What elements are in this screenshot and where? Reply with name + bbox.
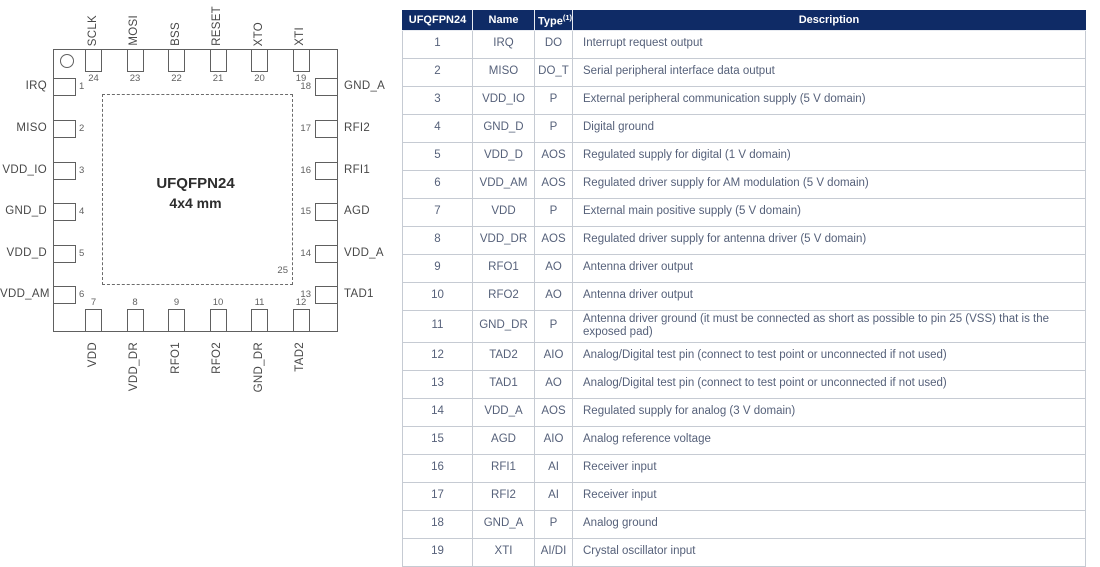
type-cell: P: [535, 310, 573, 342]
pin1-indicator-icon: [60, 54, 74, 68]
pin-row: [403, 482, 1086, 510]
pin-pad-right: [315, 203, 338, 221]
pin-row: [403, 310, 1086, 342]
type-cell: AI: [535, 454, 573, 482]
col-header-type: Type$^{(1)}$: [535, 11, 573, 31]
pin-number: 11: [254, 297, 265, 308]
pin-pad-left: [53, 120, 76, 138]
pin-number: 14: [300, 247, 311, 259]
pin-cell: 14: [403, 398, 473, 426]
name-cell: VDD_IO: [473, 86, 535, 114]
pin-label-right: VDD_A: [344, 246, 384, 259]
name-cell: IRQ: [473, 30, 535, 58]
description-cell: Serial peripheral interface data output: [573, 58, 1086, 86]
name-cell: GND_DR: [473, 310, 535, 342]
name-cell: VDD: [473, 198, 535, 226]
description-cell: Antenna driver output: [573, 282, 1086, 310]
type-cell: AO: [535, 282, 573, 310]
description-cell: Receiver input: [573, 454, 1086, 482]
type-cell: P: [535, 198, 573, 226]
pin-row: [403, 454, 1086, 482]
pin-cell: 3: [403, 86, 473, 114]
description-cell: Regulated supply for digital (1 V domain): [573, 142, 1086, 170]
description-cell: Regulated supply for analog (3 V domain): [573, 398, 1086, 426]
type-cell: AIO: [535, 426, 573, 454]
pin-label-right: GND_A: [344, 80, 386, 92]
pin-row: [403, 510, 1086, 538]
pin-row: [403, 538, 1086, 566]
pin-row: [403, 114, 1086, 142]
pin-label-bottom: VDD_DR: [128, 342, 140, 392]
name-cell: VDD_D: [473, 142, 535, 170]
pin-label-right: RFI1: [344, 163, 371, 176]
pin-number: 2: [79, 123, 85, 134]
pin-number: 7: [90, 297, 97, 308]
pin-cell: 6: [403, 170, 473, 198]
pin-row: [403, 198, 1086, 226]
pin-pad-top: [210, 49, 227, 72]
pin-pad-top: [127, 49, 144, 72]
pin-number: 17: [300, 123, 311, 134]
name-cell: MISO: [473, 58, 535, 86]
pin-cell: 2: [403, 58, 473, 86]
pin-cell: 8: [403, 226, 473, 254]
description-cell: External main positive supply (5 V domain): [573, 198, 1086, 226]
package-size: 4x4 mm: [169, 195, 222, 211]
pin-pad-bottom: [168, 309, 185, 332]
pin-label-bottom: GND_DR: [252, 342, 265, 393]
pin-cell: 18: [403, 510, 473, 538]
description-cell: Interrupt request output: [573, 30, 1086, 58]
pin-row: [403, 142, 1086, 170]
pin-cell: 12: [403, 342, 473, 370]
table-header-row: [403, 11, 1086, 31]
type-cell: DO_T: [535, 58, 573, 86]
name-cell: TAD1: [473, 370, 535, 398]
pin-pad-left: [53, 245, 76, 263]
description-cell: External peripheral communication supply (5 V domain): [573, 86, 1086, 114]
name-cell: XTI: [473, 538, 535, 566]
pin-pad-bottom: [85, 309, 102, 332]
pin-number: 9: [173, 297, 180, 308]
pin-cell: 4: [403, 114, 473, 142]
pin-pad-top: [251, 49, 268, 72]
pin-number: 8: [132, 297, 138, 308]
type-cell: P: [535, 86, 573, 114]
pin-number: 3: [79, 164, 85, 176]
name-cell: GND_A: [473, 510, 535, 538]
name-cell: VDD_DR: [473, 226, 535, 254]
pin-label-right: RFI2: [344, 122, 371, 134]
pin-number: 6: [79, 289, 85, 300]
pin-pad-left: [53, 78, 76, 96]
pin-number: 1: [79, 81, 85, 92]
name-cell: VDD_A: [473, 398, 535, 426]
pin-row: [403, 58, 1086, 86]
pin-row: [403, 86, 1086, 114]
pin-cell: 1: [403, 30, 473, 58]
pin-cell: 9: [403, 254, 473, 282]
pin-label-left: MISO: [16, 122, 47, 134]
pin-number: 12: [295, 297, 307, 308]
pin-row: [403, 254, 1086, 282]
pin-row: [403, 370, 1086, 398]
pin-label-top: RESET: [211, 6, 223, 46]
pin-label-top: BSS: [169, 22, 182, 46]
description-cell: Antenna driver output: [573, 254, 1086, 282]
pin-row: [403, 282, 1086, 310]
pin-number: 15: [300, 206, 311, 217]
pin-pad-top: [293, 49, 310, 72]
table-body: [403, 30, 1086, 566]
name-cell: TAD2: [473, 342, 535, 370]
col-header-pin: UFQFPN24: [403, 11, 473, 31]
pin-number: 22: [171, 73, 182, 84]
col-header-name: Name: [473, 11, 535, 31]
name-cell: VDD_AM: [473, 170, 535, 198]
type-cell: AOS: [535, 142, 573, 170]
type-cell: DO: [535, 30, 573, 58]
pin-pad-left: [53, 203, 76, 221]
pin-label-bottom: RFO1: [169, 342, 182, 374]
pin-number: 20: [254, 73, 265, 84]
description-cell: Regulated driver supply for antenna driver (5 V domain): [573, 226, 1086, 254]
type-cell: AI: [535, 482, 573, 510]
pin-label-top: SCLK: [86, 14, 99, 46]
type-cell: P: [535, 510, 573, 538]
description-cell: Analog reference voltage: [573, 426, 1086, 454]
description-cell: Regulated driver supply for AM modulation (5 V domain): [573, 170, 1086, 198]
pin-label-right: AGD: [344, 205, 370, 217]
pin-row: [403, 30, 1086, 58]
pin-cell: 11: [403, 310, 473, 342]
pin-cell: 16: [403, 454, 473, 482]
type-footnote-marker: (1): [562, 13, 573, 22]
pin-number: 10: [212, 297, 224, 308]
pin-number: 24: [88, 73, 99, 84]
type-cell: AOS: [535, 170, 573, 198]
pin-row: [403, 342, 1086, 370]
type-cell: AO: [535, 370, 573, 398]
pin-number: 23: [129, 73, 141, 84]
pin-pad-left: [53, 162, 76, 180]
pin-label-bottom: TAD2: [294, 342, 306, 372]
pin-label-left: IRQ: [25, 80, 47, 92]
pin-cell: 17: [403, 482, 473, 510]
pin-row: [403, 226, 1086, 254]
pin-cell: 13: [403, 370, 473, 398]
pin-label-bottom: VDD: [86, 342, 99, 368]
pin-label-left: VDD_D: [6, 246, 47, 259]
col-header-description: Description: [573, 11, 1086, 31]
type-cell: P: [535, 114, 573, 142]
pin-label-top: XTI: [294, 27, 306, 46]
pin-number: 18: [300, 81, 311, 92]
pin-cell: 15: [403, 426, 473, 454]
description-cell: Receiver input: [573, 482, 1086, 510]
package-name: UFQFPN24: [156, 175, 235, 192]
pin-label-left: GND_D: [5, 205, 47, 217]
pin-label-left: VDD_AM: [0, 288, 50, 300]
description-cell: Digital ground: [573, 114, 1086, 142]
pin-label-top: MOSI: [128, 15, 140, 46]
pin-label-right: TAD1: [344, 288, 374, 300]
pin-label-left: VDD_IO: [2, 163, 47, 176]
package-pinout-diagram: [0, 0, 400, 515]
type-cell: AIO: [535, 342, 573, 370]
pin-description-table: [402, 10, 1086, 567]
pin-cell: 19: [403, 538, 473, 566]
pin-pad-right: [315, 120, 338, 138]
pin-label-bottom: RFO2: [211, 342, 223, 374]
pin-pad-right: [315, 78, 338, 96]
description-cell: Analog ground: [573, 510, 1086, 538]
pin-cell: 5: [403, 142, 473, 170]
pin-row: [403, 398, 1086, 426]
exposed-pad-number: 25: [277, 265, 288, 276]
type-cell: AOS: [535, 398, 573, 426]
pin-cell: 7: [403, 198, 473, 226]
pin-pad-bottom: [293, 309, 310, 332]
description-cell: Antenna driver ground (it must be connected as short as possible to pin 25 (VSS) that is the exposed pad): [573, 310, 1086, 342]
pin-pad-top: [85, 49, 102, 72]
pin-pad-bottom: [210, 309, 227, 332]
type-cell: AO: [535, 254, 573, 282]
description-cell: Crystal oscillator input: [573, 538, 1086, 566]
pin-pad-right: [315, 245, 338, 263]
pin-pad-left: [53, 286, 76, 304]
pin-label-top: XTO: [252, 21, 265, 46]
description-cell: Analog/Digital test pin (connect to test point or unconnected if not used): [573, 342, 1086, 370]
name-cell: AGD: [473, 426, 535, 454]
name-cell: GND_D: [473, 114, 535, 142]
pin-number: 5: [79, 247, 85, 259]
pin-number: 16: [300, 164, 311, 176]
pin-number: 19: [295, 73, 307, 84]
type-cell: AOS: [535, 226, 573, 254]
pin-row: [403, 170, 1086, 198]
pin-pad-right: [315, 162, 338, 180]
pin-number: 21: [212, 73, 224, 84]
pin-number: 4: [79, 206, 85, 217]
pin-pad-bottom: [127, 309, 144, 332]
pin-cell: 10: [403, 282, 473, 310]
name-cell: RFO1: [473, 254, 535, 282]
description-cell: Analog/Digital test pin (connect to test point or unconnected if not used): [573, 370, 1086, 398]
type-cell: AI/DI: [535, 538, 573, 566]
name-cell: RFO2: [473, 282, 535, 310]
name-cell: RFI1: [473, 454, 535, 482]
pin-pad-right: [315, 286, 338, 304]
pin-pad-top: [168, 49, 185, 72]
name-cell: RFI2: [473, 482, 535, 510]
pin-row: [403, 426, 1086, 454]
pin-pad-bottom: [251, 309, 268, 332]
pin-number: 13: [300, 289, 311, 300]
